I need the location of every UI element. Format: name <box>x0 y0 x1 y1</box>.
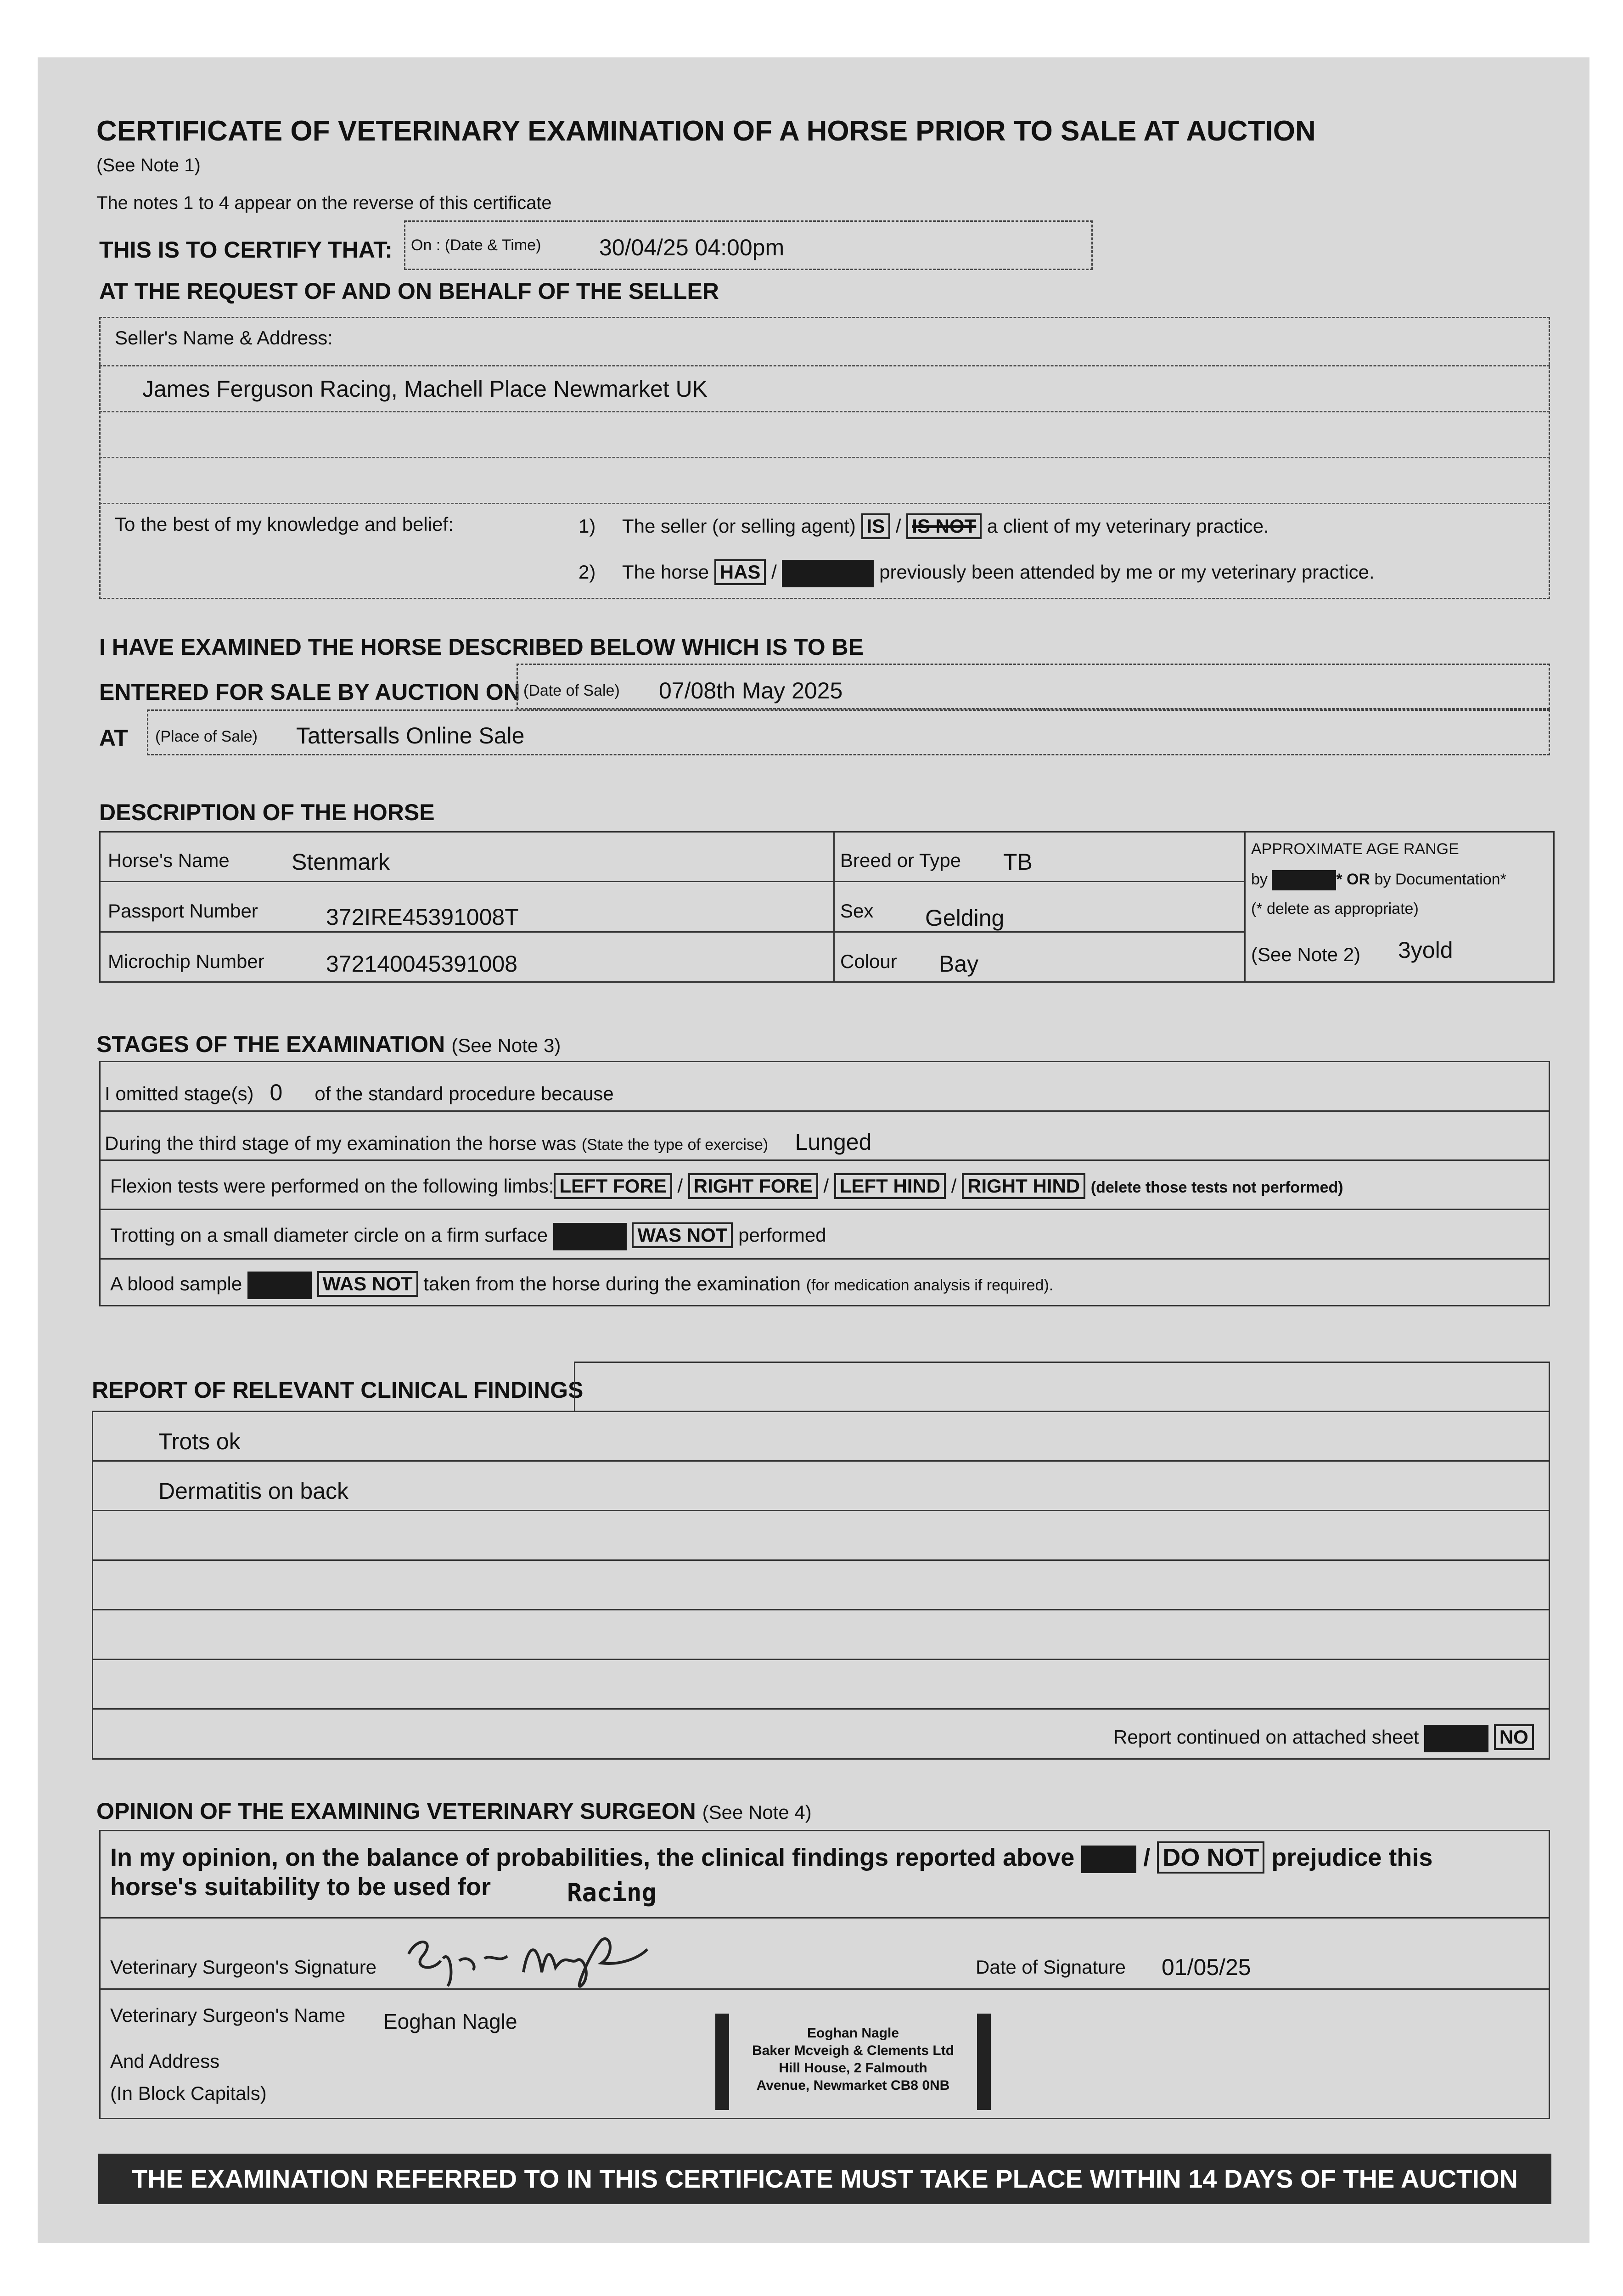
trot-was-not-tag: WAS NOT <box>632 1222 733 1248</box>
redaction-block <box>1424 1725 1488 1752</box>
age-method: by * OR by Documentation* <box>1251 870 1506 890</box>
signature-date-value: 01/05/25 <box>1162 1954 1251 1980</box>
knowledge-label: To the best of my knowledge and belief: <box>115 513 454 535</box>
age-delete-note: (* delete as appropriate) <box>1251 900 1419 917</box>
left-hind-tag: LEFT HIND <box>834 1173 946 1199</box>
seller-name-address: James Ferguson Racing, Machell Place Newmarket UK <box>142 376 708 402</box>
seller-is-tag: IS <box>861 513 891 539</box>
certificate-title: CERTIFICATE OF VETERINARY EXAMINATION OF A HORSE PRIOR TO SALE AT AUCTION <box>96 115 1316 147</box>
age-see-note-2: (See Note 2) <box>1251 944 1361 965</box>
do-not-tag: DO NOT <box>1157 1841 1264 1874</box>
sex-value: Gelding <box>925 905 1005 931</box>
horse-name-value: Stenmark <box>292 849 390 875</box>
date-of-sale-value: 07/08th May 2025 <box>659 678 843 703</box>
redaction-block <box>1081 1846 1136 1873</box>
omitted-stages-value: 0 <box>270 1080 283 1105</box>
third-stage-row: During the third stage of my examination the horse was (State the type of exercise) Lunged <box>105 1129 872 1155</box>
omitted-stages-row: I omitted stage(s) 0 of the standard procedure because <box>105 1080 614 1105</box>
footer-banner: THE EXAMINATION REFERRED TO IN THIS CERTIFICATE MUST TAKE PLACE WITHIN 14 DAYS OF THE AUCTION <box>98 2154 1551 2204</box>
signature-label: Veterinary Surgeon's Signature <box>110 1956 377 1978</box>
blood-sample-row: A blood sample WAS NOT taken from the horse during the examination (for medication analysis if required). <box>110 1271 1053 1299</box>
redaction-block <box>782 560 874 587</box>
age-value: 3yold <box>1398 937 1453 963</box>
date-of-sale-label: (Date of Sale) <box>523 682 620 699</box>
request-label: AT THE REQUEST OF AND ON BEHALF OF THE SELLER <box>99 278 719 304</box>
colour-label: Colour <box>840 951 897 972</box>
right-hind-tag: RIGHT HIND <box>962 1173 1085 1199</box>
place-of-sale-value: Tattersalls Online Sale <box>296 723 525 748</box>
vet-name-value: Eoghan Nagle <box>383 2009 517 2033</box>
knowledge-item-2: 2) The horse HAS / previously been attended by me or my veterinary practice. <box>578 559 1375 587</box>
description-heading: DESCRIPTION OF THE HORSE <box>99 799 435 825</box>
finding-2: Dermatitis on back <box>158 1478 349 1504</box>
opinion-suitability: horse's suitability to be used for <box>110 1873 491 1901</box>
microchip-label: Microchip Number <box>108 951 264 972</box>
vet-name-label: Veterinary Surgeon's Name <box>110 2004 346 2026</box>
on-label: On : (Date & Time) <box>411 236 541 254</box>
report-heading: REPORT OF RELEVANT CLINICAL FINDINGS <box>92 1377 584 1403</box>
trotting-row: Trotting on a small diameter circle on a firm surface WAS NOT performed <box>110 1222 826 1250</box>
microchip-value: 372140045391008 <box>326 951 518 977</box>
breed-label: Breed or Type <box>840 850 961 871</box>
age-heading: APPROXIMATE AGE RANGE <box>1251 840 1459 858</box>
finding-1: Trots ok <box>158 1429 241 1454</box>
practice-stamp: Eoghan Nagle Baker Mcveigh & Clements Ltd Hill House, 2 Falmouth Avenue, Newmarket CB8 0NB <box>715 2014 991 2110</box>
horse-has-tag: HAS <box>714 559 766 585</box>
redaction-block <box>553 1223 627 1250</box>
examined-label: I HAVE EXAMINED THE HORSE DESCRIBED BELOW WHICH IS TO BE <box>99 634 864 660</box>
colour-value: Bay <box>939 951 979 977</box>
place-of-sale-label: (Place of Sale) <box>155 728 258 745</box>
report-continued-row: Report continued on attached sheet NO <box>1113 1724 1534 1752</box>
right-fore-tag: RIGHT FORE <box>688 1173 818 1199</box>
report-heading-box <box>574 1362 1550 1412</box>
blood-was-not-tag: WAS NOT <box>317 1271 418 1297</box>
exam-date-time: 30/04/25 04:00pm <box>599 235 785 260</box>
certify-label: THIS IS TO CERTIFY THAT: <box>99 237 393 263</box>
left-fore-tag: LEFT FORE <box>554 1173 672 1199</box>
flexion-row: Flexion tests were performed on the following limbs: LEFT FORE / RIGHT FORE / LEFT HIND / RIGHT HIND (delete those tests not performed) <box>110 1173 1343 1199</box>
signature-image <box>399 1922 675 1991</box>
passport-value: 372IRE45391008T <box>326 904 519 930</box>
see-note-1: (See Note 1) <box>96 155 201 175</box>
seller-is-not-struck: IS NOT <box>906 513 982 539</box>
horse-name-label: Horse's Name <box>108 850 230 871</box>
seller-label: Seller's Name & Address: <box>115 327 333 349</box>
entered-label: ENTERED FOR SALE BY AUCTION ON <box>99 679 520 705</box>
redaction-block <box>247 1272 312 1299</box>
knowledge-item-1: 1) The seller (or selling agent) IS / IS NOT a client of my veterinary practice. <box>578 513 1269 539</box>
opinion-heading: OPINION OF THE EXAMINING VETERINARY SURGEON (See Note 4) <box>96 1798 812 1824</box>
exercise-type-value: Lunged <box>795 1129 872 1155</box>
intended-use-value: Racing <box>567 1878 657 1907</box>
breed-value: TB <box>1003 849 1033 875</box>
continued-no-tag: NO <box>1494 1724 1534 1750</box>
address-label: And Address <box>110 2050 220 2072</box>
notes-line: The notes 1 to 4 appear on the reverse of this certificate <box>96 193 552 213</box>
sex-label: Sex <box>840 900 874 922</box>
opinion-statement: In my opinion, on the balance of probabilities, the clinical findings reported above / DO NOT prejudice this <box>110 1841 1432 1874</box>
stages-heading: STAGES OF THE EXAMINATION (See Note 3) <box>96 1031 561 1057</box>
report-findings-box <box>92 1411 1550 1760</box>
at-label: AT <box>99 725 128 751</box>
block-capitals-label: (In Block Capitals) <box>110 2082 267 2104</box>
signature-date-label: Date of Signature <box>976 1956 1126 1978</box>
redaction-block <box>1272 870 1336 890</box>
passport-label: Passport Number <box>108 900 258 922</box>
